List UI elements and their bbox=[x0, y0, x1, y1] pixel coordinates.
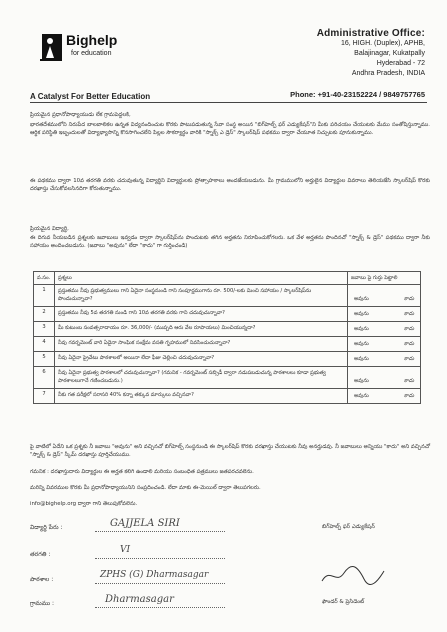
row-number: 5 bbox=[34, 352, 55, 367]
col-question-header: ప్రశ్నలు bbox=[55, 272, 348, 285]
answer-cell bbox=[348, 352, 421, 367]
answer-cell bbox=[348, 322, 421, 337]
answer-cell bbox=[348, 285, 421, 307]
question-text: ప్రస్తుతము నీవు ప్రభుత్వములు గాని ఏదైనా సంస్థనుండి గాని సంపూర్ణముగాను రూ. 500/-లకు మించి సహాయం / స్కాలర్‌షిప్‌ను పొందుచున్నావా? bbox=[55, 285, 348, 307]
answer-cell bbox=[348, 367, 421, 389]
intro-salutation: ప్రియమైన ప్రధానోపాధ్యాయుడు లేక గ్రామపెద్దలకి, bbox=[30, 112, 131, 118]
phone-numbers: Phone: +91-40-23152224 / 9849757765 bbox=[290, 90, 425, 99]
answer-no[interactable]: కాదు bbox=[404, 296, 414, 302]
answer-yes[interactable]: అవును bbox=[354, 326, 369, 332]
row-number: 6 bbox=[34, 367, 55, 389]
answer-cell bbox=[348, 307, 421, 322]
school-label: పాఠశాల : bbox=[30, 576, 54, 583]
answer-no[interactable]: కాదు bbox=[404, 356, 414, 362]
intro-body: భారతదేశములోని నిరుపేద బాలబాలికల ఉన్నత విద్యనందించుట కొరకు పాటుపడుతున్న సేవా సంస్థ అయిన "బిగ్‌హెల్ప్ ఫర్ ఎడ్యుకేషన్"ని మీకు పరిచయం చేయుటకు మేము సంతోషిస్తున్నాము. ఆర్థిక పరిస్థితి ఇబ్బందులతో విద్యాభ్యాసాన్ని కొనసాగించలేని పిల్లల సౌకర్యార్థం వారికి "స్నాక్స్ ఎ డ్రెస్" స్కాలర్‌షిప్ పథకము ద్వారా చేయూత నిచ్చుటకు పూనుకున్నాము. bbox=[30, 122, 430, 136]
table-row bbox=[34, 307, 421, 322]
address-line: 16, HIGH. (Duplex), APHB, bbox=[340, 40, 425, 47]
tagline: A Catalyst For Better Education bbox=[30, 92, 151, 101]
row-number: 1 bbox=[34, 285, 55, 307]
signature-icon bbox=[318, 563, 388, 587]
question-text: నీవు గవర్నమెంట్ వారి ఏదైనా సాంఘిక సంక్షేమ వసతి గృహములో నివసించుచున్నావా? bbox=[55, 337, 348, 352]
brand-name: Bighelp bbox=[66, 32, 118, 48]
student-salutation: ప్రియమైన విద్యార్థి, bbox=[30, 226, 69, 232]
table-row bbox=[34, 352, 421, 367]
question-text: నీవు ఏదైనా ప్రైవేటు పాఠశాలలో అయినా లేదా ఫీజు చెల్లించి చదువుచున్నావా? bbox=[55, 352, 348, 367]
office-title: Administrative Office: bbox=[316, 28, 425, 39]
answer-yes[interactable]: అవును bbox=[354, 341, 369, 347]
class-label: తరగతి : bbox=[30, 551, 51, 558]
col-answer-header: జవాబు పై గుర్తు పెట్టాలి bbox=[348, 272, 421, 285]
village-underline bbox=[95, 607, 225, 608]
student-body: ఈ దిగువ నీయబడిన ప్రశ్నలకు జవాబులు ఇవ్వడం ద్వారా స్కాలర్‌షిప్‌ను పొందుటకు తగిన అర్హతను నిరూపించుకోగలరు. ఒక వేళ అర్హతను పొందినచో "స్నాక్స్ & డ్రెస్" పథకము ద్వారా నీకు సహాయం అందించబడును. (జవాబు "అవును" లేదా "కాదు" గా గుర్తించండి) bbox=[30, 235, 430, 249]
answer-no[interactable]: కాదు bbox=[404, 378, 414, 384]
row-number: 7 bbox=[34, 389, 55, 404]
office-address bbox=[255, 28, 425, 79]
student-name-field[interactable]: GAJJELA SIRI bbox=[110, 518, 180, 529]
answer-yes[interactable]: అవును bbox=[354, 311, 369, 317]
table-row bbox=[34, 389, 421, 404]
class-field[interactable]: VI bbox=[120, 545, 131, 555]
village-field[interactable]: Dharmasagar bbox=[105, 594, 174, 605]
table-row bbox=[34, 367, 421, 389]
address-line: Andhra Pradesh, INDIA bbox=[351, 70, 425, 77]
answer-yes[interactable]: అవును bbox=[354, 378, 369, 384]
signer-role: ఫౌండర్ & ప్రెసిడెంట్ bbox=[322, 599, 365, 605]
table-row bbox=[34, 322, 421, 337]
answer-no[interactable]: కాదు bbox=[404, 326, 414, 332]
row-number: 4 bbox=[34, 337, 55, 352]
name-underline bbox=[95, 531, 225, 532]
school-field[interactable]: ZPHS (G) Dharmasagar bbox=[100, 570, 209, 580]
eligibility-note: పై వాటిలో ఏదేని ఒక ప్రశ్నకు నీ జవాబు "అవును" అని వచ్చినచో బిగ్‌హెల్ప్ సంస్థనుండి ఈ స్కాలర్‌షిప్ కొరకు దరఖాస్తు చేయుటకు నీవు అనర్హుడవు. నీ జవాబులు అన్నియు "కాదు" అని వచ్చినచో "స్నాక్స్ & డ్రెస్" స్కీమ్ దరఖాస్తు పూర్తిచేయుము. bbox=[30, 444, 430, 458]
answer-no[interactable]: కాదు bbox=[404, 341, 414, 347]
intro-body-2: ఈ పథకము ద్వారా 10వ తరగతి వరకు చదువుతున్న విద్యార్థిని విద్యార్థులకు ప్రోత్సాహకాలు అందజేయబడును. మీ గ్రామములోని అర్హులైన విద్యార్థుల వివరాలు తెలియజేసి స్కాలర్‌షిప్ కొరకు దరఖాస్తు చేసుకోవలసినదిగా కోరుతున్నాము. bbox=[30, 178, 430, 192]
answer-yes[interactable]: అవును bbox=[354, 393, 369, 399]
table-row bbox=[34, 337, 421, 352]
col-no-header: వ.సం. bbox=[34, 272, 55, 285]
answer-no[interactable]: కాదు bbox=[404, 393, 414, 399]
notice-line: గమనిక : దరఖాస్తుదారు విద్యార్థుల ఈ అర్హత కలిగి ఉండాలి మరియు సంబంధిత పత్రములు జతపరచవలెను. bbox=[30, 469, 254, 475]
address-line: Balajinagar, Kukatpally bbox=[354, 50, 425, 57]
question-text: ప్రస్తుతము నీవు 5వ తరగతి నుండి గాని 10వ తరగతి వరకు గాని చదువుచున్నావా? bbox=[55, 307, 348, 322]
village-label: గ్రామము : bbox=[30, 600, 55, 607]
question-text: నీవు ఏదైనా ప్రభుత్వ పాఠశాలలో చదువుచున్నావా? (గమనిక - గవర్నమెంట్ సబ్సిడీ ద్వారా నడుపబడుచున్న పాఠశాలలు కూడా ప్రభుత్వ పాఠశాలలుగానే గణించబడును.) bbox=[55, 367, 348, 389]
answer-no[interactable]: కాదు bbox=[404, 311, 414, 317]
student-name-label: విద్యార్థి పేరు : bbox=[30, 524, 63, 531]
answer-cell bbox=[348, 337, 421, 352]
question-text: నీకు గత పరీక్షలో సరాసరి 40% కన్నా తక్కువ మార్కులు వచ్చినవా? bbox=[55, 389, 348, 404]
row-number: 2 bbox=[34, 307, 55, 322]
address-line: Hyderabad - 72 bbox=[376, 60, 425, 67]
contact-line: మరిన్ని వివరముల కొరకు మీ ప్రధానోపాధ్యాయునిని సంప్రదించండి. లేదా మాకు ఈ-మెయిల్ ద్వారా తెలుపగలరు. bbox=[30, 485, 261, 491]
question-text: మీ కుటుంబ సంవత్సరాదాయం రూ. 36,000/- (ముప్పది ఆరు వేల రూపాయలు) మించియున్నదా? bbox=[55, 322, 348, 337]
row-number: 3 bbox=[34, 322, 55, 337]
contact-email[interactable]: info@bighelp.org ద్వారా గాని తెలుపుకోవలెను. bbox=[30, 501, 138, 507]
answer-cell bbox=[348, 389, 421, 404]
table-header-row bbox=[34, 272, 421, 285]
school-underline bbox=[95, 583, 225, 584]
eligibility-table bbox=[33, 271, 421, 404]
answer-yes[interactable]: అవును bbox=[354, 296, 369, 302]
signer-org: బిగ్‌హెల్ప్ ఫర్ ఎడ్యుకేషన్ bbox=[322, 524, 375, 530]
brand-subtitle: for education bbox=[71, 50, 112, 57]
answer-yes[interactable]: అవును bbox=[354, 356, 369, 362]
header-divider bbox=[30, 102, 427, 103]
table-row bbox=[34, 285, 421, 307]
class-underline bbox=[95, 558, 225, 559]
